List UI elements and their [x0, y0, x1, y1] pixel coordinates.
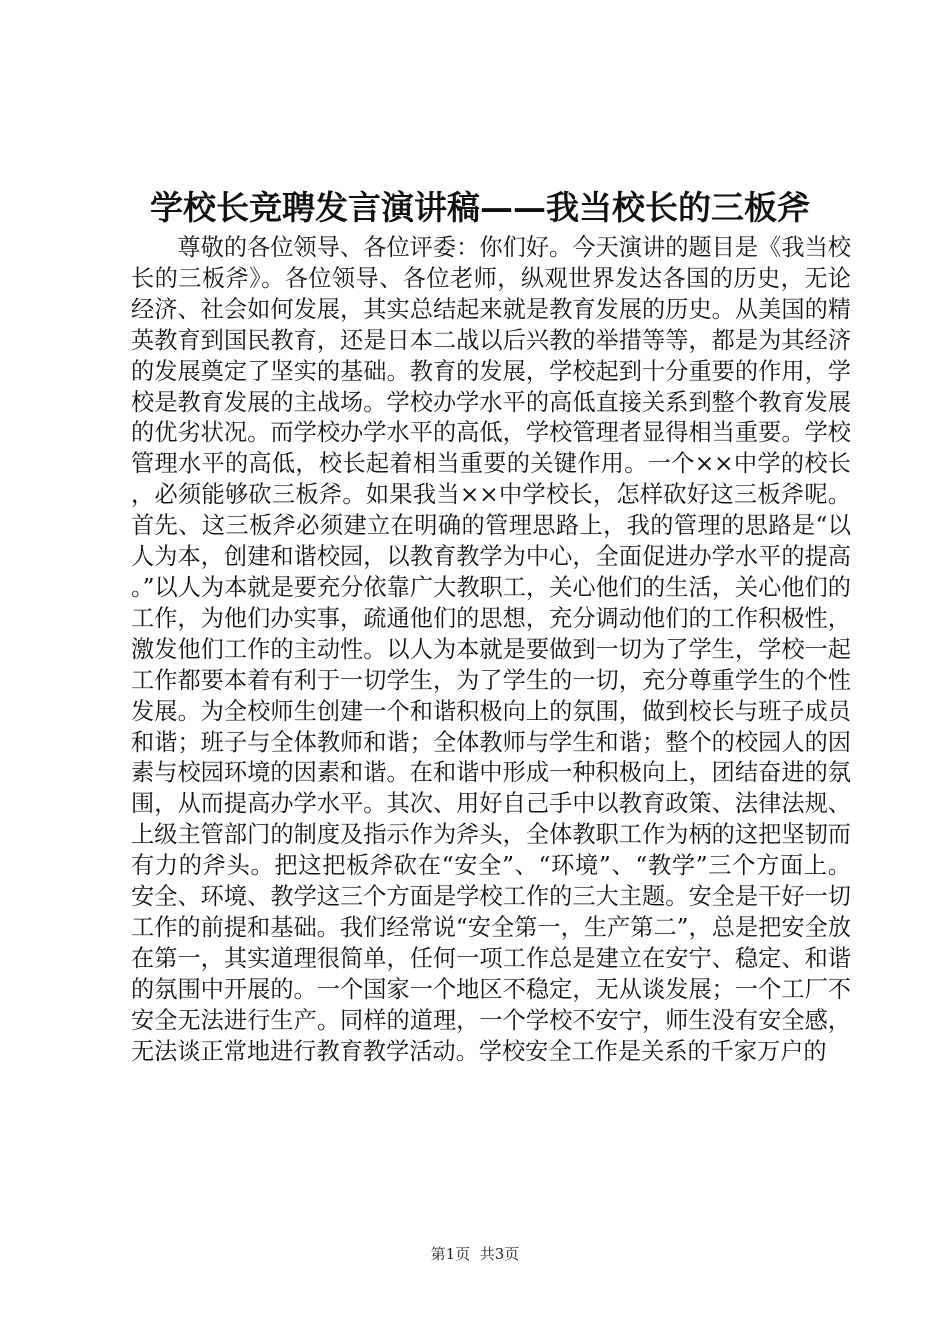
document-title: 学校长竞聘发言演讲稿——我当校长的三板斧 — [150, 188, 810, 227]
page-number: 第1页 — [430, 1245, 471, 1263]
page-footer — [0, 1244, 950, 1264]
document-body-paragraph: 尊敬的各位领导、各位评委：你们好。今天演讲的题目是《我当校长的三板斧》。各位领导、各位老师，纵观世界发达各国的历史，无论经济、社会如何发展，其实总结起来就是教育发展的历史。从美国的精英教育到国民教育，还是日本二战以后兴教的举措等等，都是为其经济的发展奠定了坚实的基础。教育的发展，学校起到十分重要的作用，学校是教育发展的主战场。学校办学水平的高低直接关系到整个教育发展的优劣状况。而学校办学水平的高低，学校管理者显得相当重要。学校管理水平的高低，校长起着相当重要的关键作用。一个××中学的校长，必须能够砍三板斧。如果我当××中学校长，怎样砍好这三板斧呢。首先、这三板斧必须建立在明确的管理思路上，我的管理的思路是“以人为本，创建和谐校园，以教育教学为中心，全面促进办学水平的提高。”以人为本就是要充分依靠广大教职工，关心他们的生活，关心他们的工作，为他们办实事，疏通他们的思想，充分调动他们的工作积极性，激发他们工作的主动性。以人为本就是要做到一切为了学生，学校一起工作都要本着有利于一切学生，为了学生的一切，充分尊重学生的个性发展。为全校师生创建一个和谐积极向上的氛围，做到校长与班子成员和谐；班子与全体教师和谐；全体教师与学生和谐；整个的校园人的因素与校园环境的因素和谐。在和谐中形成一种积极向上，团结奋进的氛围，从而提高办学水平。其次、用好自己手中以教育政策、法律法规、上级主管部门的制度及指示作为斧头，全体教职工作为柄的这把坚韧而有力的斧头。把这把板斧砍在“安全”、“环境”、“教学”三个方面上。安全、环境、教学这三个方面是学校工作的三大主题。安全是干好一切工作的前提和基础。我们经常说“安全第一，生产第二”，总是把安全放在第一，其实道理很简单，任何一项工作总是建立在安宁、稳定、和谐的氛围中开展的。一个国家一个地区不稳定，无从谈发展；一个工厂不安全无法进行生产。同样的道理，一个学校不安宁，师生没有安全感，无法谈正常地进行教育教学活动。学校安全工作是关系的千家万户的 — [131, 234, 851, 1065]
page-total: 共3页 — [479, 1245, 520, 1263]
